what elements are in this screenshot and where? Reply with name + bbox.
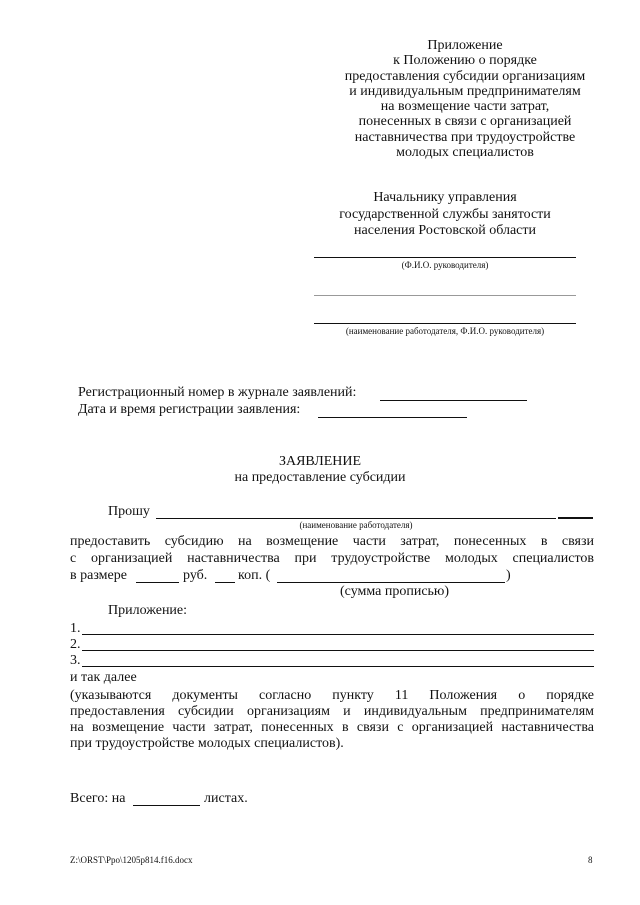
registration-datetime-field[interactable] (318, 417, 467, 418)
addressee-line: государственной службы занятости (339, 206, 551, 222)
attachment-item-field[interactable] (82, 634, 594, 635)
statement-subtitle: на предоставление субсидии (234, 470, 406, 485)
statement-title: ЗАЯВЛЕНИЕ (278, 454, 362, 469)
attachment-note-line: на возмещение части затрат, понесенных в связи с организацией наставничества (70, 720, 594, 735)
page-number: 8 (588, 855, 593, 865)
attachment-etc: и так далее (70, 670, 137, 685)
attachment-item-field[interactable] (82, 666, 594, 667)
addressee-line: Начальнику управления (373, 190, 517, 205)
head-name-field[interactable] (314, 257, 576, 258)
appendix-line: молодых специалистов (396, 145, 534, 161)
request-line-1: предоставить субсидию на возмещение части затрат, понесенных в связи (70, 534, 594, 549)
footer-file-path: Z:\ORST\Ppo\1205p814.f16.docx (70, 855, 193, 865)
employer-field-line-2[interactable] (314, 323, 576, 324)
sum-caption: (сумма прописью) (340, 584, 450, 599)
head-name-caption: (Ф.И.О. руководителя) (401, 260, 489, 270)
appendix-line: Приложение (427, 38, 503, 53)
attachment-label: Приложение: (108, 603, 188, 618)
total-suffix: листах. (204, 791, 248, 806)
employer-name-caption: (наименование работодателя) (299, 520, 413, 530)
registration-number-field[interactable] (380, 400, 527, 401)
close-paren: ) (506, 568, 511, 583)
total-prefix: Всего: на (70, 791, 126, 806)
request-verb: Прошу (108, 504, 150, 519)
total-sheets-field[interactable] (133, 805, 200, 806)
kop-label: коп. ( (238, 568, 271, 583)
appendix-line: понесенных в связи с организацией (358, 114, 572, 130)
appendix-line: наставничества при трудоустройстве (354, 129, 576, 145)
rub-field[interactable] (136, 582, 179, 583)
attachment-item-field[interactable] (82, 650, 594, 651)
appendix-line: на возмещение части затрат, (380, 99, 550, 115)
appendix-heading (300, 38, 630, 160)
addressee-line: населения Ростовской области (354, 223, 536, 238)
request-line-2: с организацией наставничества при трудоустройстве молодых специалистов (70, 551, 594, 566)
sum-in-words-field[interactable] (277, 582, 505, 583)
registration-datetime-label: Дата и время регистрации заявления: (78, 402, 301, 417)
employer-caption: (наименование работодателя, Ф.И.О. руководителя) (345, 326, 545, 336)
attachment-item-number: 2. (70, 637, 81, 652)
employer-field-line-1[interactable] (314, 295, 576, 296)
registration-number-label: Регистрационный номер в журнале заявлений: (78, 385, 357, 400)
attachment-note-line: предоставления субсидии организациям и индивидуальным предпринимателям (70, 704, 594, 719)
addressee-block (300, 190, 590, 240)
attachment-item-number: 1. (70, 621, 81, 636)
appendix-line: и индивидуальным предпринимателям (349, 83, 581, 99)
amount-prefix: в размере (70, 568, 127, 583)
attachment-item-number: 3. (70, 653, 81, 668)
employer-name-field[interactable] (156, 518, 556, 519)
appendix-line: предоставления субсидии организациям (344, 68, 586, 84)
attachment-note-line: при трудоустройстве молодых специалистов). (70, 736, 344, 751)
rub-label: руб. (183, 568, 208, 583)
employer-name-field-end[interactable] (558, 517, 593, 519)
attachment-note-line: (указываются документы согласно пункту 11 Положения о порядке (70, 688, 594, 703)
kop-field[interactable] (215, 582, 235, 583)
appendix-line: к Положению о порядке (393, 53, 537, 69)
